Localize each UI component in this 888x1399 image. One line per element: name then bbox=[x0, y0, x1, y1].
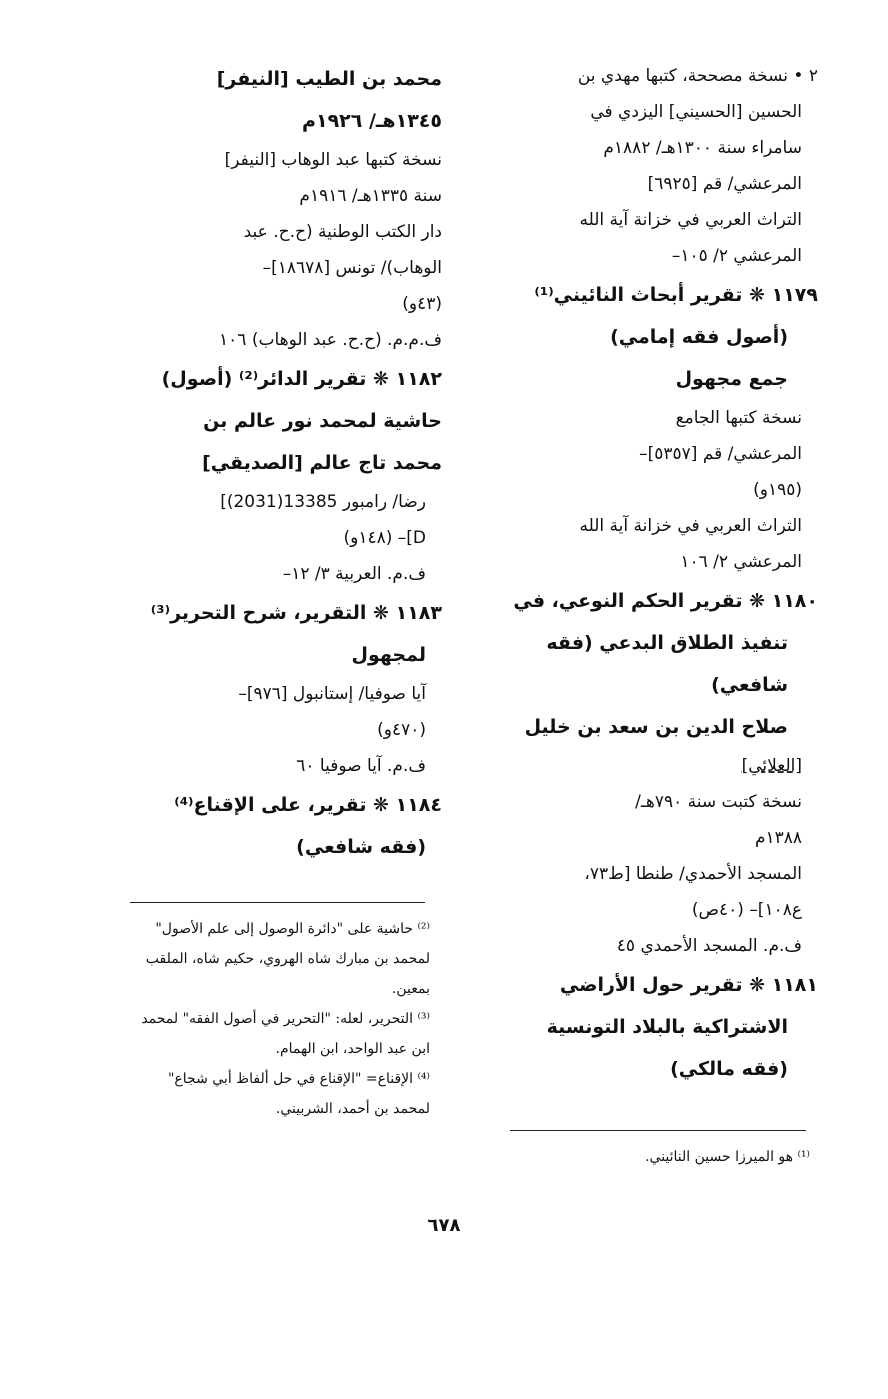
text-line: محمد تاج عالم [الصديقي] bbox=[202, 452, 442, 474]
text-line: المسجد الأحمدي/ طنطا [ط٧٣، bbox=[584, 864, 802, 884]
text-line: صلاح الدين بن سعد بن خليل bbox=[524, 716, 788, 738]
footnote-line: لمحمد بن مبارك شاه الهروي، حكيم شاه، الملقب bbox=[145, 951, 430, 967]
text-line: (٤٣و) bbox=[402, 294, 442, 314]
text-line: شافعي) bbox=[711, 674, 788, 696]
footnote-line: ⁽⁴⁾ الإقناع= "الإقناع في حل ألفاظ أبي شجاع" bbox=[167, 1071, 430, 1087]
text-line: D]– (١٤٨و) bbox=[343, 528, 426, 548]
footnote-line: ⁽³⁾ التحرير، لعله: "التحرير في أصول الفقه" لمحمد bbox=[141, 1011, 430, 1027]
footnote-line: ⁽²⁾ حاشية على "دائرة الوصول إلى علم الأصول" bbox=[155, 921, 430, 937]
text-line: المرعشي/ قم [٦٩٢٥] bbox=[647, 174, 802, 194]
text-line: التراث العربي في خزانة آية الله bbox=[579, 210, 802, 230]
text-line: دار الكتب الوطنية (ح.ح. عبد bbox=[243, 222, 442, 242]
page-number: ٦٧٨ bbox=[427, 1215, 461, 1236]
text-line: (١٩٥و) bbox=[753, 480, 802, 500]
text-line: ١٣٨٨م bbox=[754, 828, 802, 848]
text-line: ١٣٤٥هـ/ ١٩٢٦م bbox=[302, 110, 442, 132]
text-line: الحسين [الحسيني] اليزدي في bbox=[590, 102, 802, 122]
text-line: سنة ١٣٣٥هـ/ ١٩١٦م bbox=[299, 186, 442, 206]
footnotes-right bbox=[500, 1142, 810, 1172]
text-line: (أصول فقه إمامي) bbox=[610, 326, 788, 348]
text-line: الوهاب)/ تونس [١٨٦٧٨]– bbox=[262, 258, 442, 278]
footnotes-left bbox=[92, 914, 430, 1124]
text-line: (فقه مالكي) bbox=[670, 1058, 788, 1080]
entry-heading-1179: ١١٧٩ ❋ تقرير أبحاث النائيني⁽¹⁾ bbox=[534, 284, 818, 306]
text-line: ف.م. آيا صوفيا ٦٠ bbox=[296, 756, 426, 776]
footnote-line: لمحمد بن أحمد، الشربيني. bbox=[275, 1101, 430, 1117]
text-line: رضا/ رامبور 13385(2031)] bbox=[220, 492, 426, 512]
text-line: ع١٠٨]– (٤٠ص) bbox=[691, 900, 802, 920]
text-line: المرعشي/ قم [٥٣٥٧]– bbox=[639, 444, 802, 464]
footnote-line: بمعين. bbox=[391, 981, 430, 997]
text-line: نسخة كتبها الجامع bbox=[675, 408, 802, 428]
text-line: ف.م.م. (ح.ح. عبد الوهاب) ١٠٦ bbox=[219, 330, 442, 350]
entry-heading-1181: ١١٨١ ❋ تقرير حول الأراضي bbox=[559, 974, 818, 996]
text-line: حاشية لمحمد نور عالم بن bbox=[203, 410, 442, 432]
text-line: نسخة كتبها عبد الوهاب [النيفر] bbox=[224, 150, 442, 170]
text-line: جمع مجهول bbox=[675, 368, 788, 390]
text-line: نسخة كتبت سنة ٧٩٠هـ/ bbox=[635, 792, 802, 812]
text-line: محمد بن الطيب [النيفر] bbox=[216, 68, 442, 90]
text-line: التراث العربي في خزانة آية الله bbox=[579, 516, 802, 536]
text-line: لمجهول bbox=[351, 644, 426, 666]
text-line: (٤٧٠و) bbox=[377, 720, 426, 740]
entry-heading-1182: ١١٨٢ ❋ تقرير الدائر⁽²⁾ (أصول) bbox=[161, 368, 442, 390]
text-line: سامراء سنة ١٣٠٠هـ/ ١٨٨٢م bbox=[603, 138, 802, 158]
text-line: الاشتراكية بالبلاد التونسية bbox=[546, 1016, 788, 1038]
text-line: تنفيذ الطلاق البدعي (فقه bbox=[546, 632, 788, 654]
entry-heading-1183: ١١٨٣ ❋ التقرير، شرح التحرير⁽³⁾ bbox=[150, 602, 442, 624]
left-column bbox=[92, 58, 442, 868]
footnote-line: ابن عبد الواحد، ابن الهمام. bbox=[275, 1041, 430, 1057]
text-line: المرعشي ٢/ ١٠٦ bbox=[680, 552, 802, 572]
text-line: آيا صوفيا/ إستانبول [٩٧٦]– bbox=[238, 684, 426, 704]
text-line: [العلائي] bbox=[741, 756, 802, 776]
right-column bbox=[478, 58, 818, 1090]
footnote-divider-left bbox=[130, 902, 425, 903]
entry-heading-1184: ١١٨٤ ❋ تقرير، على الإقناع⁽⁴⁾ bbox=[174, 794, 442, 816]
text-line: المرعشي ٢/ ١٠٥– bbox=[671, 246, 802, 266]
footnote-line: ⁽¹⁾ هو الميرزا حسين النائيني. bbox=[645, 1149, 810, 1165]
text-line: (فقه شافعي) bbox=[296, 836, 426, 858]
text-line: ٢ • نسخة مصححة، كتبها مهدي بن bbox=[577, 66, 818, 86]
text-line: ف.م. المسجد الأحمدي ٤٥ bbox=[616, 936, 802, 956]
footnote-divider-right bbox=[510, 1130, 806, 1131]
entry-heading-1180: ١١٨٠ ❋ تقرير الحكم النوعي، في bbox=[513, 590, 818, 612]
text-line: ف.م. العربية ٣/ ١٢– bbox=[282, 564, 426, 584]
